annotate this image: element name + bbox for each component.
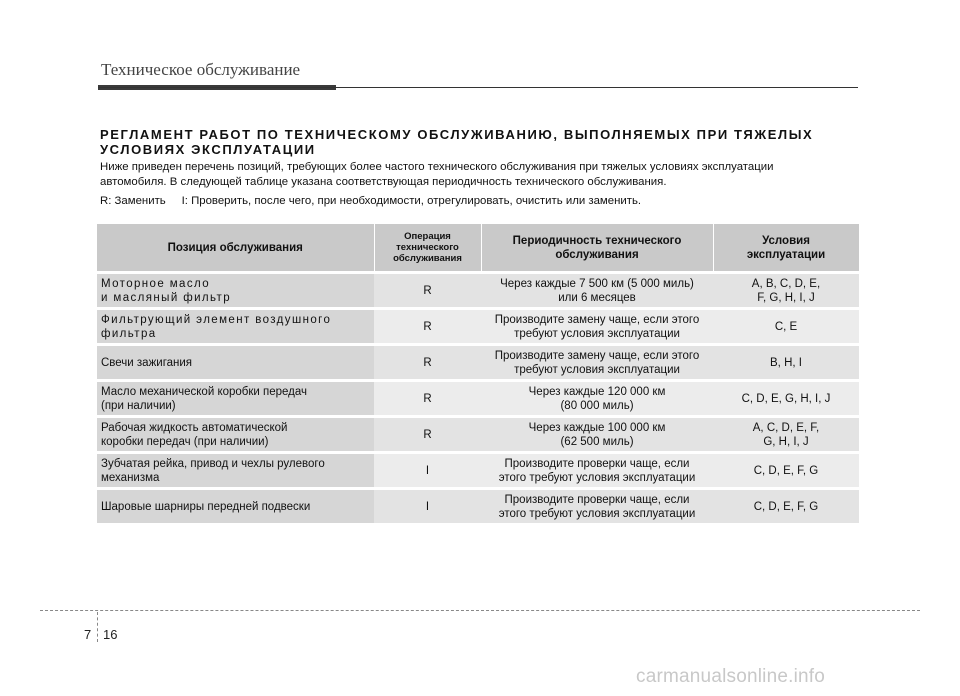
- cell-interval: Производите проверки чаще, если этого требуют условия эксплуатации: [481, 453, 713, 489]
- cell-item: Моторное масло и масляный фильтр: [97, 273, 374, 309]
- cell-interval: Через каждые 120 000 км (80 000 миль): [481, 381, 713, 417]
- intro-line-2: автомобиля. В следующей таблице указана соответствующая периодичность технического обслуживания.: [100, 176, 667, 188]
- cell-interval: Производите замену чаще, если этого требуют условия эксплуатации: [481, 309, 713, 345]
- watermark: carmanualsonline.info: [636, 666, 826, 687]
- cell-conditions: C, E: [713, 309, 859, 345]
- cell-conditions: C, D, E, F, G: [713, 489, 859, 524]
- cell-item: Фильтрующий элемент воздушного фильтра: [97, 309, 374, 345]
- table-row: [97, 309, 859, 345]
- table-row: [97, 453, 859, 489]
- cell-conditions: B, H, I: [713, 345, 859, 381]
- cell-item: Шаровые шарниры передней подвески: [97, 489, 374, 524]
- footer-rule: [40, 610, 920, 611]
- section-title-line-1: РЕГЛАМЕНТ РАБОТ ПО ТЕХНИЧЕСКОМУ ОБСЛУЖИВАНИЮ, ВЫПОЛНЯЕМЫХ ПРИ ТЯЖЕЛЫХ: [100, 127, 814, 142]
- header-item: Позиция обслуживания: [97, 224, 374, 273]
- cell-item: Свечи зажигания: [97, 345, 374, 381]
- header-operation: Операция технического обслуживания: [374, 224, 481, 273]
- table-row: [97, 489, 859, 524]
- table-header-row: [97, 224, 859, 273]
- cell-item: Масло механической коробки передач (при наличии): [97, 381, 374, 417]
- cell-conditions: A, C, D, E, F, G, H, I, J: [713, 417, 859, 453]
- legend-inspect: I: Проверить, после чего, при необходимости, отрегулировать, очистить или заменить.: [181, 195, 642, 207]
- cell-interval: Производите проверки чаще, если этого требуют условия эксплуатации: [481, 489, 713, 524]
- cell-operation: R: [374, 381, 481, 417]
- cell-interval: Через каждые 100 000 км (62 500 миль): [481, 417, 713, 453]
- maintenance-table: [97, 224, 860, 523]
- header-rule: [98, 87, 858, 88]
- table-row: [97, 417, 859, 453]
- cell-operation: R: [374, 273, 481, 309]
- cell-operation: R: [374, 309, 481, 345]
- legend: [100, 195, 641, 207]
- cell-operation: I: [374, 453, 481, 489]
- cell-operation: R: [374, 345, 481, 381]
- section-title: [100, 127, 860, 157]
- intro-paragraph: [100, 160, 862, 190]
- page-header-title: Техническое обслуживание: [101, 60, 301, 79]
- cell-conditions: C, D, E, F, G: [713, 453, 859, 489]
- intro-line-1: Ниже приведен перечень позиций, требующих более частого технического обслуживания при тяжелых условиях эксплуатации: [100, 161, 774, 173]
- legend-replace: R: Заменить: [100, 195, 166, 207]
- cell-operation: R: [374, 417, 481, 453]
- header-conditions: Условия эксплуатации: [713, 224, 859, 273]
- cell-conditions: A, B, C, D, E, F, G, H, I, J: [713, 273, 859, 309]
- cell-conditions: C, D, E, G, H, I, J: [713, 381, 859, 417]
- section-title-line-2: УСЛОВИЯХ ЭКСПЛУАТАЦИИ: [100, 142, 316, 157]
- cell-interval: Через каждые 7 500 км (5 000 миль) или 6 месяцев: [481, 273, 713, 309]
- header-interval: Периодичность технического обслуживания: [481, 224, 713, 273]
- cell-interval: Производите замену чаще, если этого требуют условия эксплуатации: [481, 345, 713, 381]
- table-row: [97, 345, 859, 381]
- table-row: [97, 381, 859, 417]
- cell-operation: I: [374, 489, 481, 524]
- cell-item: Рабочая жидкость автоматической коробки передач (при наличии): [97, 417, 374, 453]
- page-number: 16: [103, 627, 118, 642]
- chapter-number: 7: [84, 627, 92, 642]
- cell-item: Зубчатая рейка, привод и чехлы рулевого механизма: [97, 453, 374, 489]
- footer-divider: [97, 612, 98, 642]
- table-row: [97, 273, 859, 309]
